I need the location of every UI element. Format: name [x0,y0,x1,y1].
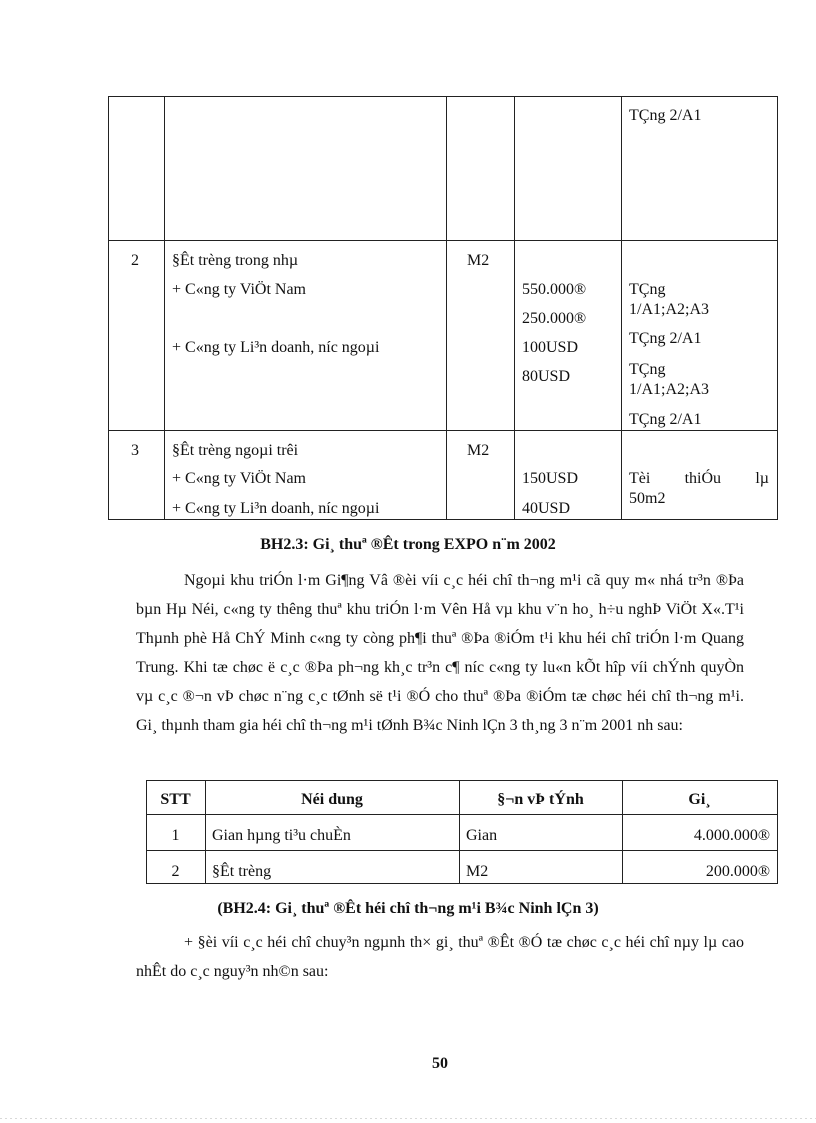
table-cell-price: 150USD [522,470,579,487]
table2-border [777,780,778,884]
table1-border [108,96,109,520]
body-paragraph: + §èi víi c¸c héi chî chuy³n ngµnh th× gi¸ thuª ®Êt ®Ó tæ chøc c¸c héi chî nµy lµ cao nhÊt do c¸c nguy³n nh©n sau: [136,934,744,980]
page-number: 50 [432,1055,448,1072]
table1-border [108,519,778,520]
table-cell-stt: 2 [171,863,180,880]
table-cell-standard: TÇng 2/A1 [629,411,702,428]
table-cell-unit: M2 [467,252,490,269]
table-cell-standard: 50m2 [629,490,666,507]
table-header: STT [160,791,191,808]
table-caption: (BH2.4: Gi¸ thuª ®Êt héi chî th¬ng m¹i B¾c Ninh lÇn 3) [217,900,599,917]
table2-border [146,814,778,815]
table-cell-price: 100USD [522,339,579,356]
table-cell-standard: TÇng 2/A1 [629,330,702,347]
table-cell-standard: Tèi thiÓu lµ [629,470,769,487]
table-caption: BH2.3: Gi¸ thuª ®Êt trong EXPO n¨m 2002 [260,536,556,553]
table-cell-content: Gian hµng ti³u chuÈn [212,827,351,844]
body-paragraph: Ngoµi khu triÓn l·m Gi¶ng Vâ ®èi víi c¸c héi chî th¬ng m¹i cã quy m« nhá tr³n ®Þa bµn Hµ Néi, c«ng ty thêng thuª khu triÓn l·m Vên Hå vµ khu v¨n ho¸ h÷u nghÞ ViÖt X«.T¹i Thµnh phè Hå ChÝ Minh c«ng ty còng ph¶i thuª ®Þa ®iÓm t¹i khu héi chî triÓn l·m Quang Trung. Khi tæ chøc ë c¸c ®Þa ph¬ng kh¸c tr³n c¶ níc c«ng ty lu«n kÕt hîp víi chÝnh quyÒn vµ c¸c ®¬n vÞ chøc n¨ng c¸c tØnh së t¹i ®Ó cho thuª ®Þa ®iÓm tæ chøc héi chî th¬ng m¹i. Gi¸ thµnh tham gia héi chî th¬ng m¹i tØnh B¾c Ninh lÇn 3 th¸ng 3 n¨m 2001 nh sau: [136,572,744,734]
table-cell-unit: Gian [466,827,498,844]
table-cell-content: + C«ng ty ViÖt Nam [172,281,306,298]
table-cell-content: §Êt trèng trong nhµ [172,252,299,269]
table-cell-content: §Êt trèng [212,863,272,880]
table2-border [146,883,778,884]
table1-border [514,96,515,520]
table-cell-price: 250.000® [522,310,587,327]
table2-border [146,850,778,851]
table-cell-unit: M2 [466,863,489,880]
table-cell-standard: TÇng [629,281,666,298]
table-cell-content: + C«ng ty Li³n doanh, níc ngoµi [172,339,380,356]
table-cell-price: 200.000® [705,863,770,880]
table-cell-price: 550.000® [522,281,587,298]
table1-border [621,96,622,520]
table-cell-price: 80USD [522,368,571,385]
table-cell-content: + C«ng ty Li³n doanh, níc ngoµi [172,500,380,517]
table-header: §¬n vÞ tÝnh [497,791,584,808]
table-cell-content: §Êt trèng ngoµi trêi [172,442,299,459]
table1-border [446,96,447,520]
table-cell-stt: 2 [131,252,139,269]
table-cell-price: 40USD [522,500,571,517]
table-cell-stt: 1 [171,827,180,844]
table-cell-standard: 1/A1;A2;A3 [629,301,709,318]
page-footer-rule [0,1118,816,1119]
table-cell-standard: 1/A1;A2;A3 [629,381,709,398]
table-cell-standard: TÇng [629,361,666,378]
table-header: Néi dung [301,791,363,808]
table1-border [164,96,165,520]
table1-border [108,96,778,97]
table-cell-unit: M2 [467,442,490,459]
table-cell-standard: TÇng 2/A1 [629,107,702,124]
table1-border [108,430,778,431]
table1-border [777,96,778,520]
table2-border [146,780,778,781]
table-cell-stt: 3 [131,442,139,459]
table-cell-price: 4.000.000® [693,827,770,844]
table-header: Gi¸ [688,791,711,808]
table-cell-content: + C«ng ty ViÖt Nam [172,470,306,487]
table1-border [108,240,778,241]
